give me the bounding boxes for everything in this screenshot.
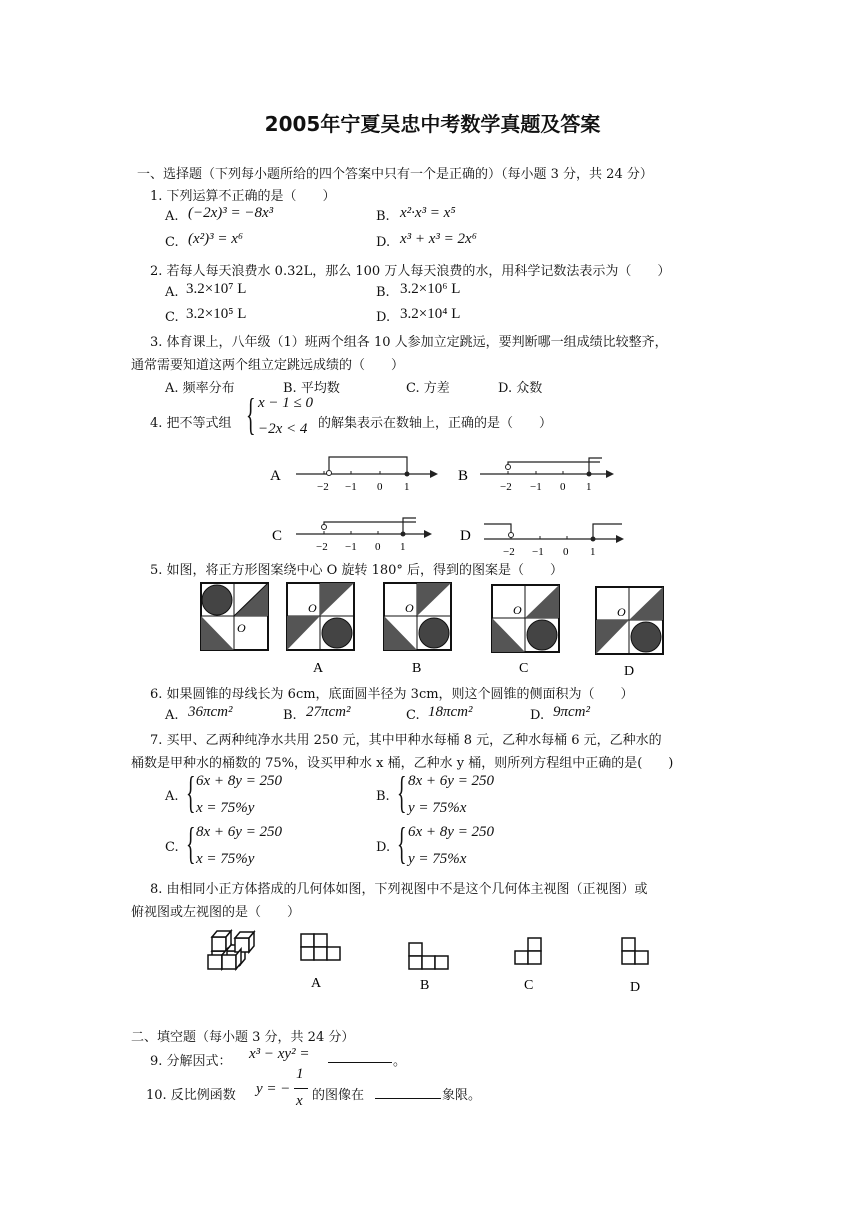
- svg-text:O: O: [617, 605, 626, 619]
- q5-option-b-square: [384, 583, 451, 650]
- svg-text:−1: −1: [345, 481, 357, 493]
- q7-a-brace: {: [186, 768, 196, 817]
- q8-stem-line-2: 俯视图或左视图的是（ ）: [131, 905, 301, 920]
- q2-stem: 2. 若每人每天浪费水 0.32L，那么 100 万人每天浪费的水，用科学记数法表示为（ ）: [150, 264, 671, 279]
- q4-stem-post: 的解集表示在数轴上，正确的是（ ）: [318, 416, 553, 431]
- q7-b-eq1: 8x + 6y = 250: [408, 773, 495, 789]
- q1-d-label: D.: [376, 235, 391, 250]
- svg-text:−1: −1: [345, 541, 357, 553]
- q3-option-b: B. 平均数: [283, 381, 340, 396]
- q2-a-label: A.: [165, 285, 179, 300]
- page-title: 2005年宁夏吴忠中考数学真题及答案: [264, 112, 601, 136]
- q6-c-label: C.: [406, 708, 420, 723]
- q4-number-line-b: [480, 458, 614, 493]
- q2-b-label: B.: [376, 285, 390, 300]
- q4-inequality-2: −2x < 4: [258, 421, 308, 437]
- svg-text:1: 1: [400, 541, 406, 553]
- q6-d: 9πcm²: [553, 704, 591, 720]
- q7-stem-line-2: 桶数是甲种水的桶数的 75%，设买甲种水 x 桶，乙种水 y 桶，则所列方程组中正确的是( ): [131, 756, 674, 771]
- q2-d: 3.2×10⁴ L: [400, 306, 461, 322]
- q9-stem-post: 。: [393, 1054, 407, 1069]
- q1-a: (−2x)³ = −8x³: [188, 205, 274, 221]
- q6-a: 36πcm²: [188, 704, 233, 720]
- q5-option-a-label: A: [313, 661, 324, 676]
- q4-inequality-1: x − 1 ≤ 0: [258, 395, 314, 411]
- section-1-heading: 一、选择题（下列每小题所给的四个答案中只有一个是正确的）（每小题 3 分，共 24 分）: [137, 167, 653, 182]
- q2-c-label: C.: [165, 310, 179, 325]
- q5-figures: [0, 580, 865, 680]
- q2-c: 3.2×10⁵ L: [186, 306, 247, 322]
- q4-brace: {: [246, 390, 256, 439]
- q6-c: 18πcm²: [428, 704, 473, 720]
- q8-option-a-label: A: [311, 976, 322, 991]
- q2-b: 3.2×10⁶ L: [400, 281, 461, 297]
- q4-option-d-label: D: [460, 528, 471, 544]
- q5-option-c-square: [492, 585, 559, 652]
- q7-b-brace: {: [397, 768, 407, 817]
- q8-cube-solid: [208, 931, 254, 969]
- q6-b: 27πcm²: [306, 704, 351, 720]
- svg-text:−2: −2: [503, 546, 515, 558]
- svg-text:O: O: [237, 621, 246, 635]
- q7-c-brace: {: [186, 819, 196, 868]
- q5-option-c-label: C: [519, 661, 529, 676]
- q8-view-b: [409, 943, 448, 969]
- svg-text:0: 0: [563, 546, 569, 558]
- svg-text:−2: −2: [500, 481, 512, 493]
- svg-text:0: 0: [560, 481, 566, 493]
- svg-text:O: O: [405, 601, 414, 615]
- svg-text:1: 1: [404, 481, 410, 493]
- q10-answer-blank[interactable]: [375, 1098, 441, 1099]
- q4-option-b-label: B: [458, 468, 469, 484]
- q5-original-square: [201, 583, 268, 650]
- q5-option-d-square: [596, 587, 663, 654]
- q4-option-a-label: A: [270, 468, 281, 484]
- q7-a-eq2: x = 75%y: [196, 800, 255, 816]
- q5-option-b-label: B: [412, 661, 422, 676]
- q1-b: x²·x³ = x⁵: [400, 205, 456, 221]
- q4-option-c-label: C: [272, 528, 283, 544]
- svg-text:−2: −2: [316, 541, 328, 553]
- q3-stem-line-1: 3. 体育课上，八年级（1）班两个组各 10 人参加立定跳远，要判断哪一组成绩比较整齐，: [150, 335, 668, 350]
- svg-text:−2: −2: [317, 481, 329, 493]
- q5-stem: 5. 如图，将正方形图案绕中心 O 旋转 180° 后，得到的图案是（ ）: [150, 563, 564, 578]
- q10-fraction-bar: [294, 1088, 308, 1089]
- section-2-heading: 二、填空题（每小题 3 分，共 24 分）: [131, 1030, 355, 1045]
- q7-c-eq1: 8x + 6y = 250: [196, 824, 283, 840]
- q6-stem: 6. 如果圆锥的母线长为 6cm，底面圆半径为 3cm，则这个圆锥的侧面积为（ ）: [150, 687, 634, 702]
- q1-c: (x²)³ = x⁶: [188, 231, 244, 247]
- svg-text:0: 0: [377, 481, 383, 493]
- q7-d-label: D.: [376, 840, 391, 855]
- q9-answer-blank[interactable]: [328, 1062, 392, 1063]
- q4-number-line-c: [296, 518, 432, 553]
- q10-stem-post: 的图像在: [312, 1088, 365, 1103]
- q7-b-label: B.: [376, 789, 390, 804]
- q7-d-eq2: y = 75%x: [408, 851, 467, 867]
- q2-a: 3.2×10⁷ L: [186, 281, 247, 297]
- q7-d-brace: {: [397, 819, 407, 868]
- q10-numerator: 1: [296, 1066, 304, 1082]
- svg-text:O: O: [513, 603, 522, 617]
- q4-stem-pre: 4. 把不等式组: [150, 416, 232, 431]
- q1-c-label: C.: [165, 235, 179, 250]
- q10-y: y = −: [256, 1081, 291, 1097]
- q6-d-label: D.: [530, 708, 545, 723]
- q8-figures: [0, 925, 865, 1005]
- q7-d-eq1: 6x + 8y = 250: [408, 824, 495, 840]
- svg-text:−1: −1: [530, 481, 542, 493]
- svg-text:−1: −1: [532, 546, 544, 558]
- q3-option-a: A. 频率分布: [165, 381, 235, 396]
- svg-text:1: 1: [590, 546, 596, 558]
- q7-c-eq2: x = 75%y: [196, 851, 255, 867]
- svg-text:O: O: [308, 601, 317, 615]
- q5-option-a-square: [287, 583, 354, 650]
- q3-option-d: D. 众数: [498, 381, 543, 396]
- q7-b-eq2: y = 75%x: [408, 800, 467, 816]
- q10-stem-pre: 10. 反比例函数: [146, 1088, 236, 1103]
- q8-stem-line-1: 8. 由相同小正方体搭成的几何体如图，下列视图中不是这个几何体主视图（正视图）或: [150, 882, 648, 897]
- q6-b-label: B.: [283, 708, 297, 723]
- q8-view-d: [622, 938, 648, 964]
- q8-option-b-label: B: [420, 978, 430, 993]
- q9-stem-pre: 9. 分解因式：: [150, 1054, 232, 1069]
- q7-a-eq1: 6x + 8y = 250: [196, 773, 283, 789]
- q10-stem-tail: 象限。: [442, 1088, 482, 1103]
- q10-denominator: x: [296, 1093, 303, 1109]
- q4-number-line-a: [296, 457, 438, 493]
- q3-option-c: C. 方差: [406, 381, 450, 396]
- q2-d-label: D.: [376, 310, 391, 325]
- svg-text:0: 0: [375, 541, 381, 553]
- q1-d: x³ + x³ = 2x⁶: [400, 231, 477, 247]
- q8-option-d-label: D: [630, 980, 641, 995]
- q8-view-c: [515, 938, 541, 964]
- q9-expression: x³ − xy² =: [249, 1046, 310, 1062]
- q8-option-c-label: C: [524, 978, 534, 993]
- q3-stem-line-2: 通常需要知道这两个组立定跳远成绩的（ ）: [131, 358, 405, 373]
- q6-a-label: A.: [165, 708, 179, 723]
- q1-b-label: B.: [376, 209, 390, 224]
- q1-stem: 1. 下列运算不正确的是（ ）: [150, 189, 336, 204]
- q1-a-label: A.: [165, 209, 179, 224]
- q7-stem-line-1: 7. 买甲、乙两种纯净水共用 250 元，其中甲种水每桶 8 元，乙种水每桶 6 元，乙种水的: [150, 733, 662, 748]
- svg-text:1: 1: [586, 481, 592, 493]
- q8-view-a: [301, 934, 340, 960]
- q7-c-label: C.: [165, 840, 179, 855]
- q4-number-line-options: [0, 440, 865, 560]
- q4-number-line-d: [484, 524, 624, 558]
- q5-option-d-label: D: [624, 664, 635, 679]
- q7-a-label: A.: [165, 789, 179, 804]
